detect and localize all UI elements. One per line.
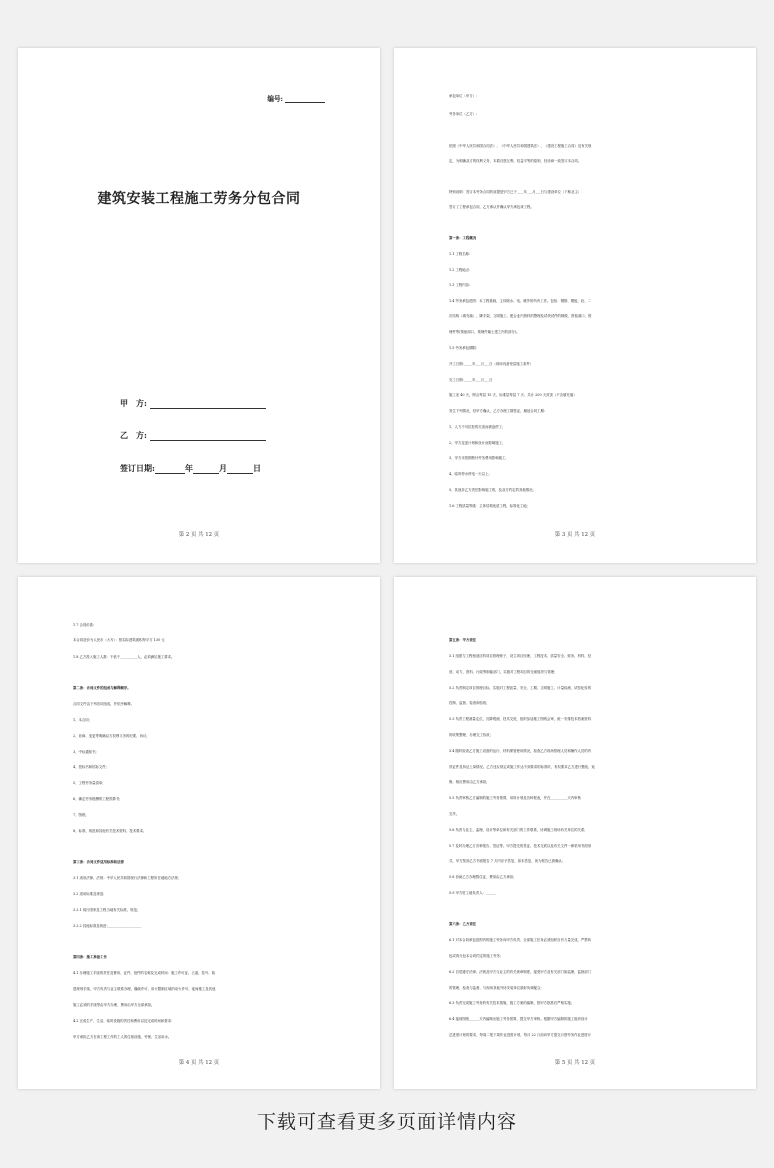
text-line: 3.2 适用标准及规范:	[73, 892, 105, 896]
text-line: 本合同造价为人民币（大写）：按实际建筑面积每平方 130 元	[73, 638, 165, 642]
text-line: 1.8 乙方投入施工人数：不低于__________人，必须满足施工要求。	[73, 655, 175, 659]
page-number: 第 4 页 共 12 页	[178, 1060, 220, 1066]
text-line: 5.7 及时办理乙方各种报告、签证等。甲方提交的签证、技术交底以及有关文件一律采用书面形	[449, 844, 592, 848]
text-line: 2、甲方变更计划和设计而影响施工;	[449, 441, 504, 445]
text-line: 1、人力不可抗拒的灾害而被迫停工;	[449, 425, 504, 429]
text-line: 1.7 合同价款:	[73, 623, 95, 627]
page-number: 第 3 页 共 12 页	[554, 532, 596, 538]
text-line: 5、工程劳务量清单;	[73, 781, 104, 785]
text-line: 3、中标通知书;	[73, 750, 97, 754]
contract-page-4	[18, 577, 380, 1089]
party-a-field: 甲 方:	[120, 398, 266, 409]
section-heading: 第二条：合同文件的组成与解释顺序。	[73, 686, 131, 690]
text-line: 6.2 自觉遵守法律、法规及甲方与业主的有关规章制度，接受甲方及有关部门如监理、监督部门	[449, 970, 592, 974]
page-number: 第 5 页 共 12 页	[554, 1060, 596, 1066]
section-heading: 第四条：施工准备工作	[73, 955, 107, 959]
text-line: 5.9 甲方驻工地负责人：______	[449, 891, 497, 895]
text-line: 3、甲方未按期拨付劳务费用影响施工;	[449, 456, 507, 460]
text-line: 3.1 适用法律、法规：中华人民共和国现行法律和工程所在地地方法规;	[73, 876, 179, 880]
text-line: 1.6 工程质量等级：主体结构优质工程，标准化工地;	[449, 504, 528, 508]
text-line: 承包单位（甲方）:	[449, 94, 478, 98]
text-line: 合同文件由下列各项组成，并依序解释。	[73, 702, 135, 706]
text-line: 4.1 办理施工手续的责任及费用、证件、批件的名称及完成时间：施工许可证、占道、挂号、临	[73, 971, 216, 975]
text-line: 完工日期:_____年___月___日	[449, 378, 493, 382]
text-line: 6、确定劳务报酬的工程预算书;	[73, 797, 121, 801]
download-more-caption: 下载可查看更多页面详情内容	[256, 1111, 517, 1133]
text-line: 4、临时停水停电一天以上;	[449, 472, 490, 476]
text-line: 1.4 劳务承包范围：本工程基础、主体除水、电、暖外的所有工作。包括：钢筋、模板、砼、二	[449, 299, 592, 303]
text-line: 1.5 劳务承包期限:	[449, 346, 477, 350]
section-heading: 第六条：乙方责任	[449, 922, 477, 926]
text-line: 特别说明：签订本劳务合同的前提是甲方已于____年___月___日与建设单位（下称业主）	[449, 190, 582, 194]
text-line: 1、本合同;	[73, 718, 90, 722]
text-line: 1.2 工程地点:	[449, 268, 471, 272]
text-line: 定，为明确双方的权利义务，本着自愿互利、权益平等的原则，经协商一致签订本合同。	[449, 159, 582, 163]
contract-title: 建筑安装工程施工劳务分包合同	[97, 191, 301, 207]
text-line: 控制、监督、检查和验收;	[449, 701, 488, 705]
text-line: 5、其他非乙方责任影响施工的，及双方约定的其他情况。	[449, 488, 536, 492]
party-b-field: 乙 方:	[120, 430, 266, 441]
text-line: 建规划手续，甲方负责与业主联系办理，爆破许可、用火限制区域的动火许可、夜间施工及其他	[73, 987, 216, 991]
text-line: 3.2.1 现行国家及工程当地有关标准、规范;	[73, 908, 139, 912]
text-line: 7、图纸;	[73, 813, 87, 817]
contract-page-5	[394, 577, 756, 1089]
contract-number: 编号:	[267, 93, 325, 103]
text-line: 1.1 工程名称:	[449, 252, 471, 256]
sign-date-field: 签订日期: 年 月 日	[120, 463, 261, 473]
section-heading: 第一条：工程概况	[449, 236, 477, 240]
text-line: 6.3 负责完成施工劳务的有关技术措施、施工方案的编制，按甲方批准后严格实施;	[449, 1001, 572, 1005]
text-line: 劳务单位（乙方）:	[449, 112, 478, 116]
text-line: 5.1 组建与工程相适应的项目管理班子，设立项目经理、工程技术、质量安全、财务、材料、经	[449, 654, 592, 658]
text-line: 5.3 负责工程测量定位，沉降观测，技术交底，组织参加施工图纸会审，统一安排技术档案资料	[449, 717, 592, 721]
text-line: 式，甲方按到乙方书面报告 7 天内应予答复，如未答复，视为报告已被确认;	[449, 859, 563, 863]
text-line: 6.4 接到图纸______天内编制出施工劳务预算，提交甲方审核。根据甲方编制的施工组织设计	[449, 1017, 588, 1021]
text-line: 5.4 随时检查乙方施工设备的运行、材料保管使用情况，检查乙方现场管理人员和操作人员的有	[449, 749, 592, 753]
text-line: 4.2 完成生产、生活、临时设施的责任和费用以及完成时间和要求:	[73, 1019, 173, 1023]
contract-page-3	[394, 48, 756, 563]
text-line: 5.6 负责与业主、监理、设计等单位和有关部门的工作联系，协调施工现场有关单位的关系;	[449, 828, 586, 832]
text-line: 依照《中华人民共和国合同法》、《中华人民共和国建筑法》、《建设工程施工合同》及有关规	[449, 144, 592, 148]
text-line: 营、动力、资料、行政等职能部门，实施对工程项目的全面组织与管理;	[449, 670, 556, 674]
text-line: 施工必须的手续等由甲方办理，费用由甲方全部承担。	[73, 1003, 155, 1007]
text-line: 发生下列情况，经甲方确认，乙方办理工期签证，顺延合同工期:	[449, 409, 546, 413]
text-line: 埋件等(预留洞口、预埋件属土建之内的部分)。	[449, 330, 520, 334]
text-line: 2、协商、变更等明确双方权利义务的纪要、协议;	[73, 734, 148, 738]
text-line: 5.2 负责制定项目管理目标，实施对工程质量、安全、工期、文明施工、计量检测、试验化验的	[449, 686, 592, 690]
text-line: 效证件及持证上岗情况。乙方违反规定或施工作达不到要求的标准时，有权要求乙方进行整改、返	[449, 765, 595, 769]
section-heading: 第三条：合同文件适用标准和法律	[73, 860, 124, 864]
text-line: 的收集整理，办理交工验收;	[449, 733, 491, 737]
text-line: 次结构（填充墙）、脚手架、文明施工、配合业内资料的整理及试块试件的制做、预留洞口、预	[449, 314, 592, 318]
page-number: 第 2 页 共 12 页	[178, 532, 220, 538]
text-line: 施工室 40 天，网点每层 15 天，标准层每层 7 天；共计 200 天封顶（不含填充墙）	[449, 393, 577, 397]
text-line: 6.1 对本合同承包范围内的施工劳务向甲方负责，全部施工任务必须组织自有力量完成，严禁转	[449, 938, 592, 942]
text-line: 4、投标书和招标文件;	[73, 765, 107, 769]
contract-cover-page	[18, 48, 380, 563]
text-line: 修，相应费用由乙方承担;	[449, 780, 488, 784]
text-line: 的管理、检查与监督，与现场其他外协安装单位搞好协调配合;	[449, 986, 542, 990]
text-line: 包或再分包本合同约定的施工劳务;	[449, 954, 502, 958]
text-line: 5.5 负责审核乙方编制的施工劳务预算，用料计划及各种报表，并在__________天内审核	[449, 796, 581, 800]
text-line: 5.8 协助乙方办理暂住证，费用由乙方承担;	[449, 875, 515, 879]
text-line: 开工日期:_____年___月___日（现场具备垫层施工条件）	[449, 362, 534, 366]
text-line: 总进度计划的要求，每周二报下周作业进度计划，每月 22 日前向甲方提交月度劳务作业进度计	[449, 1033, 592, 1037]
text-line: 完毕。	[449, 812, 460, 816]
text-line: 1.3 工程内容:	[449, 283, 471, 287]
section-heading: 第五条：甲方责任	[449, 638, 477, 642]
text-line: 签订了工程承包合同，乙方承认并确认甲方承包该工程。	[449, 205, 534, 209]
text-line: 3.2.2 其他标准及规范:____________________	[73, 924, 142, 928]
text-line: 8、标准、规范和其他有关技术资料、技术要求。	[73, 829, 147, 833]
text-line: 甲方承担乙方在该工程工作的工人的住宿设施、劳保、生活用水。	[73, 1035, 172, 1039]
